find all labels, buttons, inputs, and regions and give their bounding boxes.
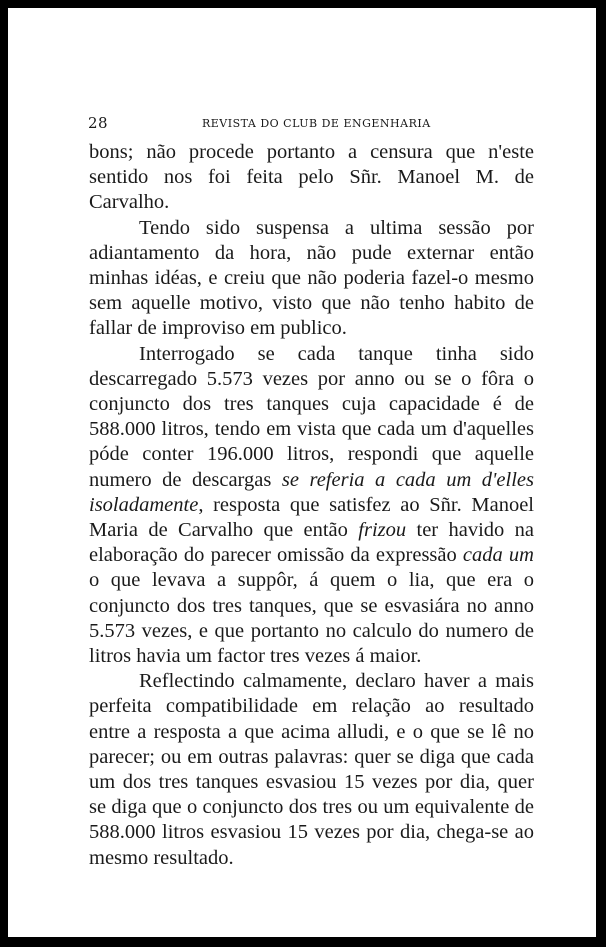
italic-phrase: frizou bbox=[358, 519, 407, 542]
text-run: o que levava a suppôr, á quem o lia, que era o conjuncto dos tres tanques, que se esvasiára no anno 5.573 vezes, e que portanto no calculo do numero de litros havia um factor tres vezes á maior. bbox=[89, 569, 534, 668]
paragraph-2 bbox=[89, 216, 534, 342]
italic-phrase: cada um bbox=[462, 544, 534, 567]
body-text bbox=[89, 140, 534, 871]
document-page bbox=[8, 8, 596, 937]
page-number: 28 bbox=[88, 114, 109, 132]
text-run: Interrogado se cada tanque tinha sido descarregado 5.573 vezes por anno ou se o fôra o conjuncto dos tres tanques cuja capacidade é de 588.000 litros, tendo em vista que cada um d'aquelles póde conter 196.000 litros, respondi que aquelle numero de descargas bbox=[89, 342, 534, 491]
text-run: Tendo sido suspensa a ultima sessão por adiantamento da hora, não pude externar então minhas idéas, e creiu que não poderia fazel-o mesmo sem aquelle motivo, visto que não tenho habito de fallar de improviso em publico. bbox=[89, 216, 534, 340]
text-run: Reflectindo calmamente, declaro haver a mais perfeita compatibilidade em relação ao resultado entre a resposta a que acima alludi, e o que se lê no parecer; ou em outras palavras: quer se diga que cada um dos tres tanques esvasiou 15 vezes por dia, quer se diga que o conjuncto dos tres ou um equivalente de 588.000 litros esvasiou 15 vezes por dia, chega-se ao mesmo resultado. bbox=[89, 670, 534, 869]
text-run: bons; não procede portanto a censura que n'este sentido nos foi feita pelo Sñr. Manoel M. de Carvalho. bbox=[89, 141, 534, 214]
paragraph-4 bbox=[89, 669, 534, 871]
running-title: REVISTA DO CLUB DE ENGENHARIA bbox=[202, 117, 431, 130]
italic-phrase: se referia a cada um d'elles isoladamente bbox=[89, 468, 534, 516]
text-run: ter havido na elaboração do parecer omissão da expressão bbox=[89, 519, 535, 567]
text-run: , resposta que satisfez ao Sñr. Manoel Maria de Carvalho que então bbox=[89, 493, 534, 542]
paragraph-1 bbox=[89, 140, 534, 216]
paragraph-3 bbox=[89, 342, 534, 670]
